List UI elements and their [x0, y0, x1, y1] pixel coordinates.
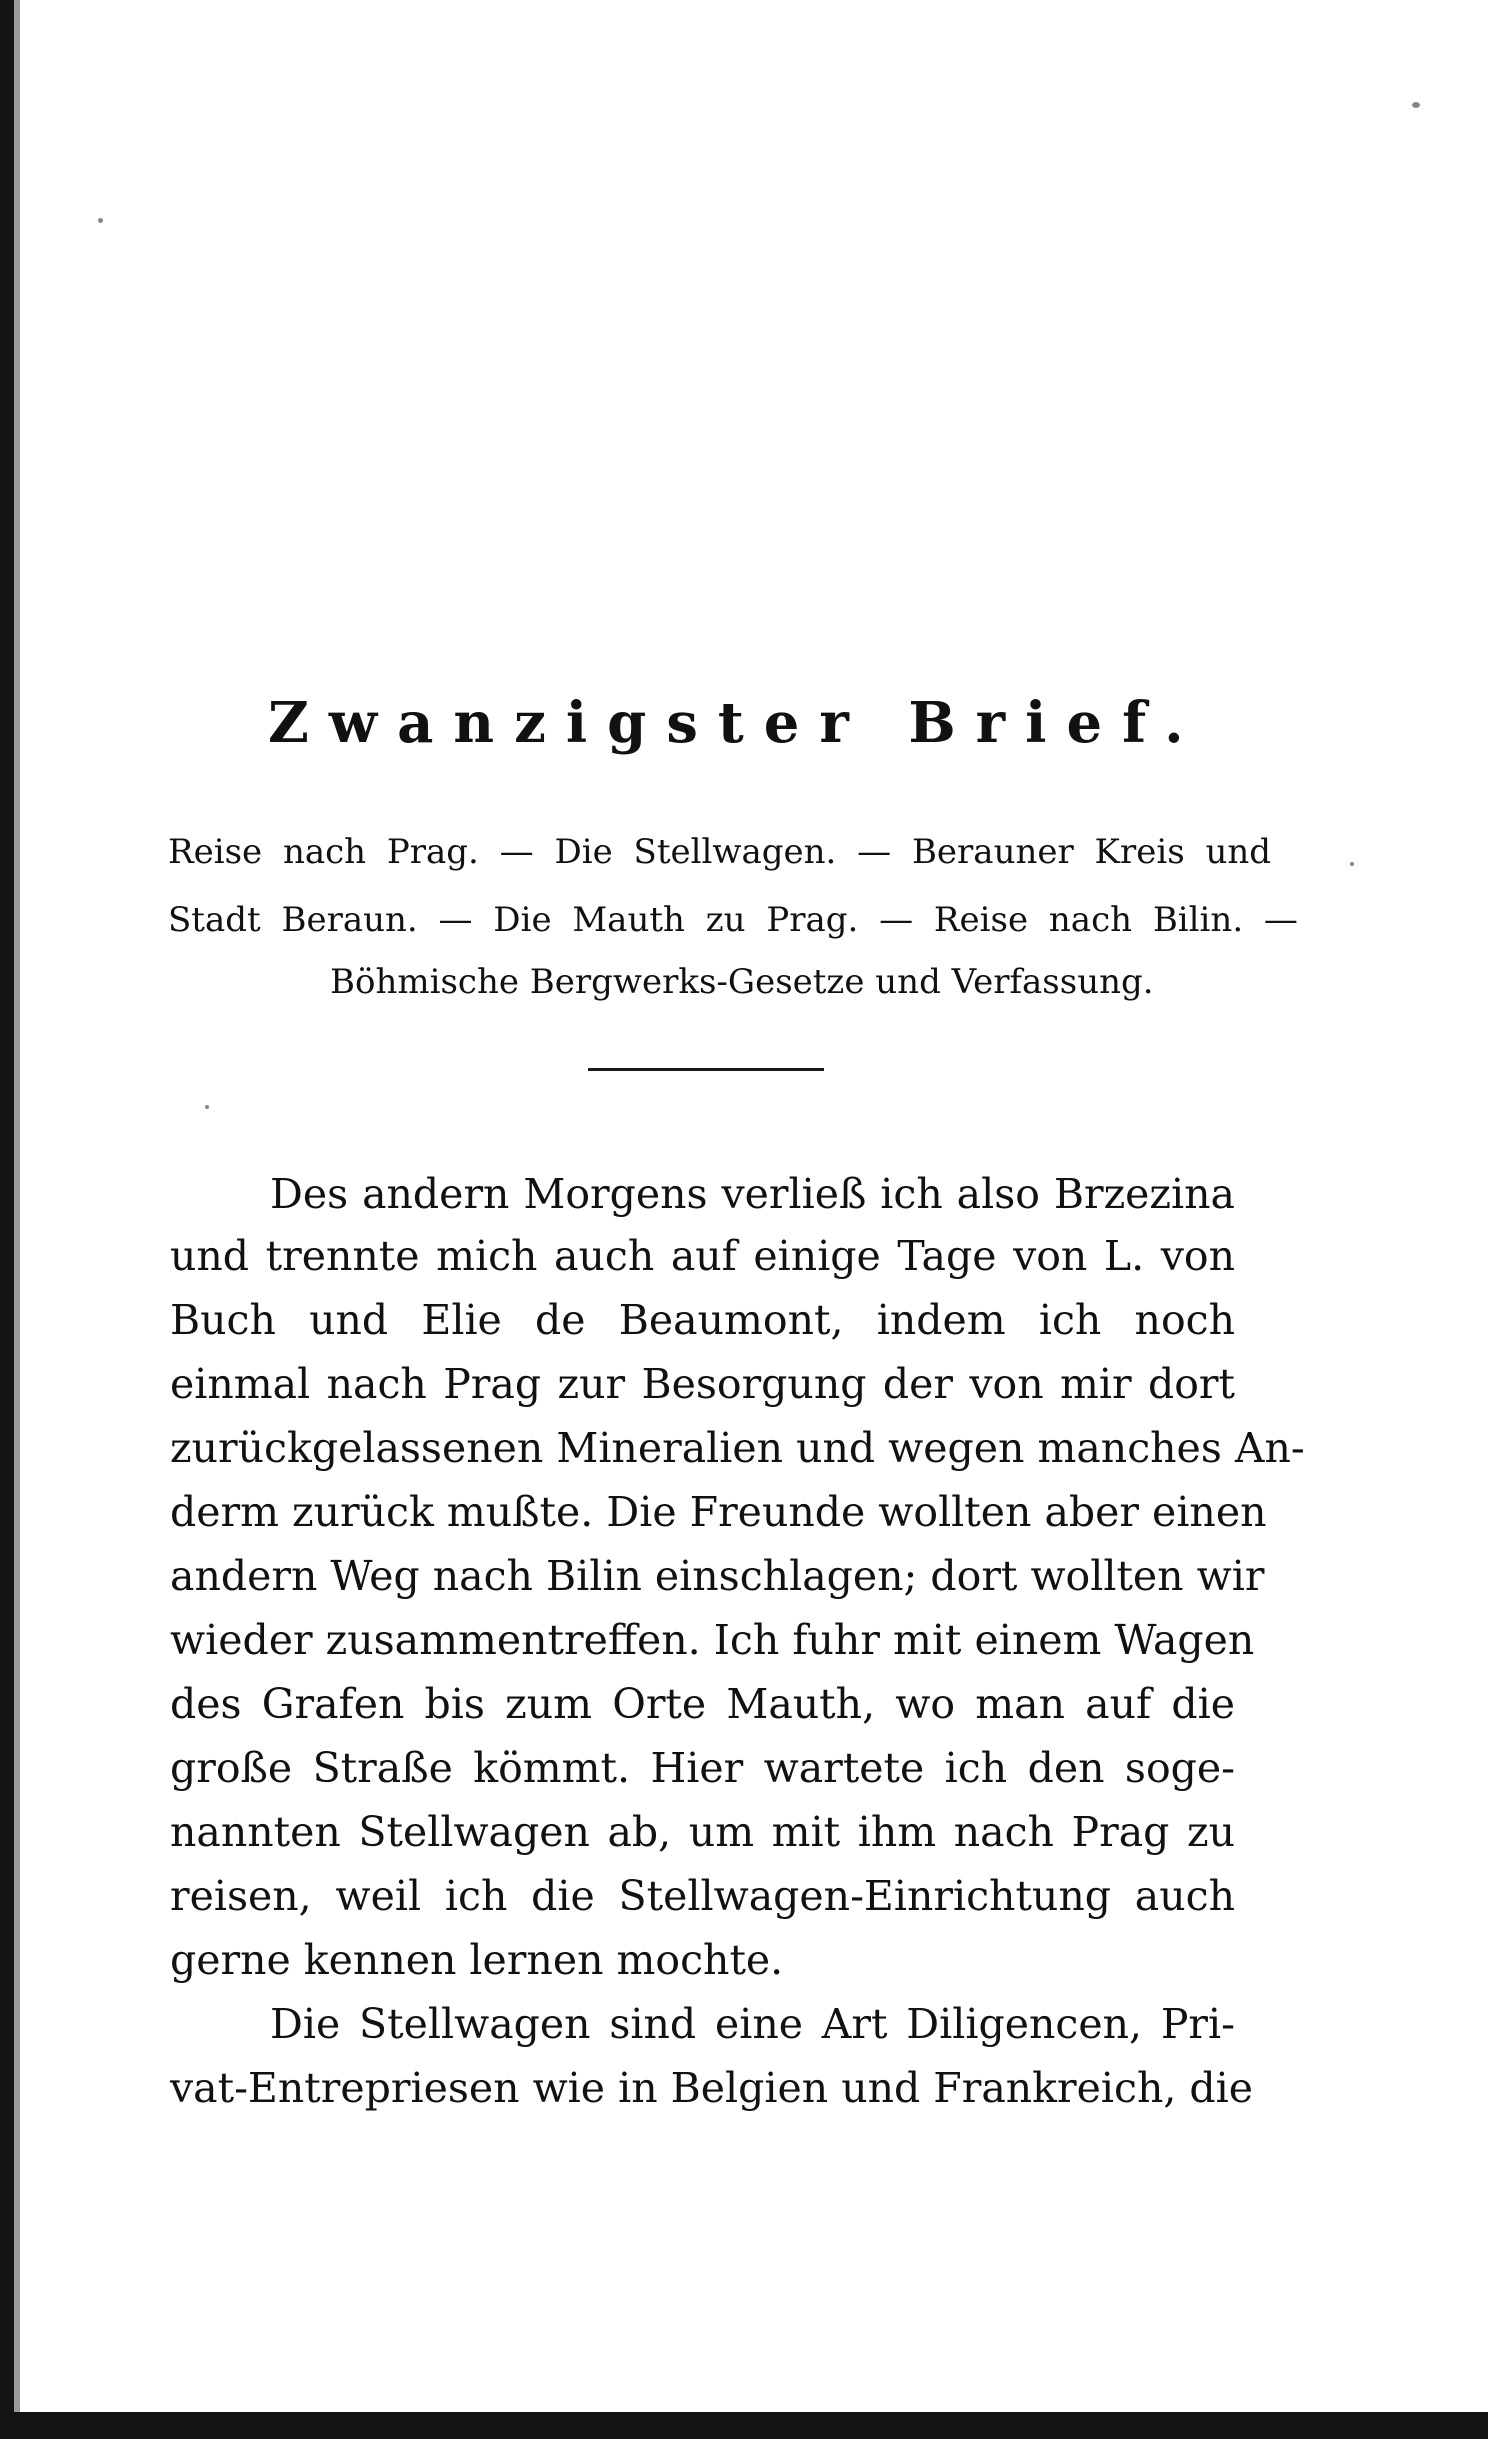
- body-text-line: Des andern Morgens verließ ich also Brzezina: [270, 1170, 1235, 1218]
- scan-border-left-edge: [14, 0, 20, 2439]
- body-text-line: Die Stellwagen sind eine Art Diligencen, Pri-: [270, 2000, 1235, 2048]
- scan-speck: [205, 1105, 209, 1109]
- body-text-line: derm zurück mußte. Die Freunde wollten aber einen: [170, 1488, 1267, 1536]
- body-text-line: Buch und Elie de Beaumont, indem ich noch: [170, 1296, 1235, 1344]
- chapter-summary-line: Reise nach Prag. — Die Stellwagen. — Berauner Kreis und: [168, 832, 1272, 872]
- body-text-line: große Straße kömmt. Hier wartete ich den soge-: [170, 1744, 1235, 1792]
- scan-border-left: [0, 0, 14, 2439]
- section-divider: [588, 1068, 824, 1071]
- body-text-line: zurückgelassenen Mineralien und wegen manches An-: [170, 1424, 1305, 1472]
- body-text-line: nannten Stellwagen ab, um mit ihm nach Prag zu: [170, 1808, 1235, 1856]
- chapter-summary-line: Stadt Beraun. — Die Mauth zu Prag. — Reise nach Bilin. —: [168, 900, 1298, 940]
- scan-speck: [1412, 102, 1420, 108]
- body-text-line: vat-Entrepriesen wie in Belgien und Frankreich, die: [170, 2064, 1254, 2112]
- body-text-line: wieder zusammentreffen. Ich fuhr mit einem Wagen: [170, 1616, 1255, 1664]
- body-text-line: des Grafen bis zum Orte Mauth, wo man auf die: [170, 1680, 1235, 1728]
- body-text-line: einmal nach Prag zur Besorgung der von mir dort: [170, 1360, 1235, 1408]
- chapter-summary-line: Böhmische Bergwerks-Gesetze und Verfassung.: [330, 962, 1154, 1002]
- chapter-title: Zwanzigster Brief.: [268, 690, 1204, 756]
- body-text-line: und trennte mich auch auf einige Tage von L. von: [170, 1232, 1235, 1280]
- body-text-line: reisen, weil ich die Stellwagen-Einrichtung auch: [170, 1872, 1235, 1920]
- body-text-line: andern Weg nach Bilin einschlagen; dort wollten wir: [170, 1552, 1265, 1600]
- body-text-line: gerne kennen lernen mochte.: [170, 1936, 784, 1984]
- scan-border-bottom: [0, 2412, 1488, 2439]
- scan-speck: [98, 218, 103, 223]
- scan-speck: [1350, 862, 1354, 866]
